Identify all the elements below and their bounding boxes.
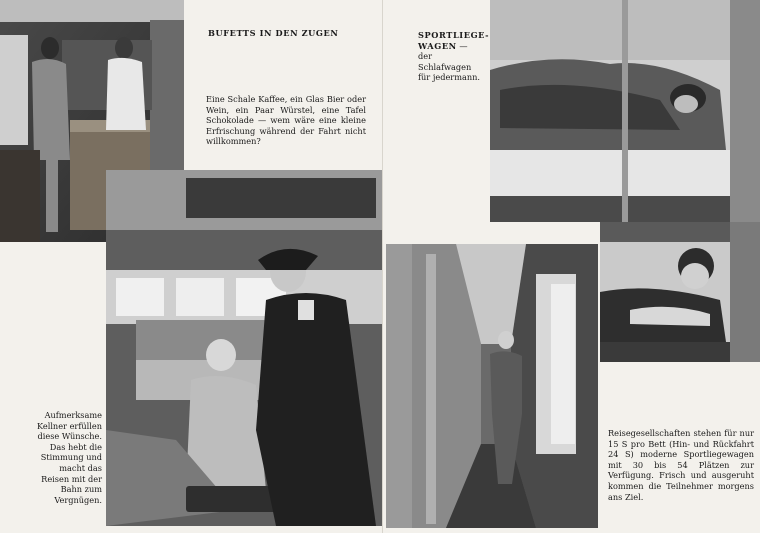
bufett-heading: BUFETTS IN DEN ZUGEN: [208, 28, 339, 38]
sleeper-top-photo: [490, 0, 760, 222]
sleeper-bottom-photo: [600, 222, 760, 362]
sport-caption: — der Schlafwagen für jedermann.: [418, 40, 480, 83]
waiter-photo: [106, 170, 382, 526]
corridor-photo: [386, 244, 598, 528]
bufett-caption: Eine Schale Kaffee, ein Glas Bier oder Wein, ein Paar Würstel, eine Tafel Schokolade — wem wäre eine kleine Erfrischung während der Fahrt nicht willkommen?: [206, 94, 366, 147]
page-fold: [382, 0, 383, 533]
kellner-caption: Aufmerksame Kellner erfüllen diese Wünsche. Das hebt die Stimmung und macht das Reisen mit der Bahn zum Vergnügen.: [36, 410, 102, 505]
sport-text: [418, 30, 490, 83]
reise-caption: Reisegesellschaften stehen für nur 15 S pro Bett (Hin- und Rückfahrt 24 S) moderne Sportliegewagen mit 30 bis 54 Plätzen zur Verfügung. Frisch und ausgeruht kommen die Teilnehmer morgens ans Ziel.: [608, 428, 754, 502]
sport-heading: SPORTLIEGE-WAGEN: [418, 30, 490, 51]
